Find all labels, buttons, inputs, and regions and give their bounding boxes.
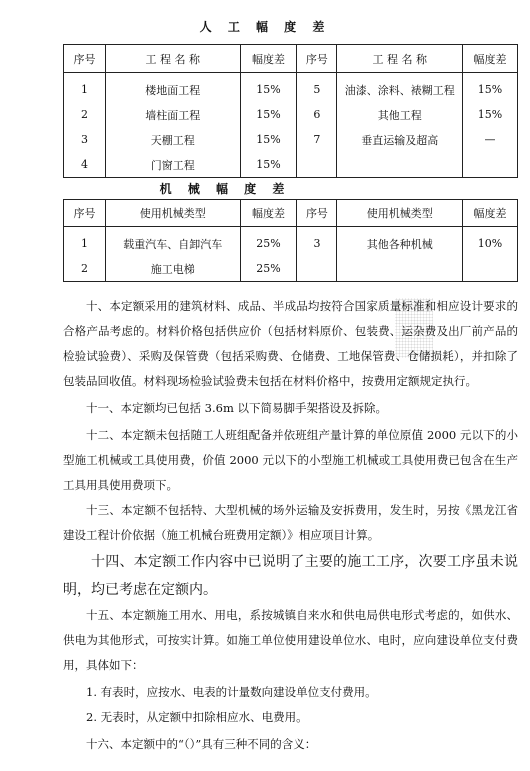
list-item: 2. 无表时，从定额中扣除相应水、电费用。: [86, 710, 308, 724]
header-cell: 使用机械类型: [337, 200, 463, 227]
table-cell: 2: [64, 102, 106, 127]
paragraph-16: 十六、本定额中的“（）”具有三种不同的含义：: [86, 737, 317, 751]
table-cell: 7: [297, 127, 337, 152]
list-item: 1. 有表时，应按水、电表的计量数向建设单位支付费用。: [86, 685, 377, 699]
table-row: [64, 73, 518, 103]
table-cell: 施工电梯: [105, 256, 240, 282]
table-header-row: [64, 45, 518, 73]
table-cell: [463, 256, 518, 282]
table-cell: [297, 256, 337, 282]
labor-table-title: 人 工 幅 度 差: [199, 20, 331, 34]
table-row: [64, 256, 518, 282]
table-cell: 15%: [240, 152, 297, 178]
table-row: [64, 227, 518, 257]
table-cell: 1: [64, 227, 106, 257]
table-row: [64, 127, 518, 152]
table-cell: 15%: [240, 102, 297, 127]
header-cell: 工 程 名 称: [105, 45, 240, 73]
table-row: [64, 152, 518, 178]
table-cell: 5: [297, 73, 337, 103]
paragraph-11: 十一、本定额均已包括 3.6m 以下简易脚手架搭设及拆除。: [86, 401, 388, 415]
table-cell: 6: [297, 102, 337, 127]
paragraph-14: 十四、本定额工作内容中已说明了主要的施工工序，次要工序虽未说明，均已考虑在定额内。: [63, 554, 518, 598]
paragraph-15: 十五、本定额施工用水、用电，系按城镇自来水和供电局供电形式考虑的，如供水、供电为其他形式，可按实计算。如施工单位使用建设单位水、电时，应向建设单位支付费用，具体如下：: [63, 608, 518, 672]
table-cell: 2: [64, 256, 106, 282]
table-cell: 墙柱面工程: [105, 102, 240, 127]
machine-table-title: 机 械 幅 度 差: [159, 182, 291, 196]
table-cell: 其他工程: [337, 102, 463, 127]
header-cell: 幅度差: [463, 200, 518, 227]
table-header-row: [64, 200, 518, 227]
header-cell: 序号: [64, 200, 106, 227]
header-cell: 幅度差: [240, 45, 297, 73]
header-cell: 序号: [297, 45, 337, 73]
table-cell: 天棚工程: [105, 127, 240, 152]
table-cell: 3: [64, 127, 106, 152]
table-cell: 10%: [463, 227, 518, 257]
table-cell: —: [463, 127, 518, 152]
table-cell: 25%: [240, 256, 297, 282]
table-cell: 1: [64, 73, 106, 103]
table-cell: 垂直运输及超高: [337, 127, 463, 152]
table-cell: [297, 152, 337, 178]
table-cell: 楼地面工程: [105, 73, 240, 103]
table-cell: 15%: [463, 73, 518, 103]
table-cell: 25%: [240, 227, 297, 257]
table-cell: 油漆、涂料、裱糊工程: [337, 73, 463, 103]
header-cell: 使用机械类型: [105, 200, 240, 227]
header-cell: 序号: [64, 45, 106, 73]
table-cell: 其他各种机械: [337, 227, 463, 257]
table-cell: 15%: [240, 127, 297, 152]
table-cell: 4: [64, 152, 106, 178]
paragraph-10: 十、本定额采用的建筑材料、成品、半成品均按符合国家质量标准和相应设计要求的合格产品考虑的。材料价格包括供应价（包括材料原价、包装费、运杂费及出厂前产品的检验试验费）、采购及保管费（包括采购费、仓储费、工地保管费、仓储损耗），并扣除了包装品回收值。材料现场检验试验费未包括在材料价格中，按费用定额规定执行。: [63, 299, 518, 388]
table-cell: 15%: [240, 73, 297, 103]
paragraph-13: 十三、本定额不包括特、大型机械的场外运输及安拆费用，发生时，另按《黑龙江省建设工程计价依据（施工机械台班费用定额）》相应项目计算。: [63, 503, 518, 542]
header-cell: 序号: [297, 200, 337, 227]
labor-margin-table: [63, 44, 518, 178]
header-cell: 工 程 名 称: [337, 45, 463, 73]
table-cell: 3: [297, 227, 337, 257]
header-cell: 幅度差: [463, 45, 518, 73]
table-cell: [463, 152, 518, 178]
paragraph-12: 十二、本定额未包括随工人班组配备并依班组产量计算的单位原值 2000 元以下的小型施工机械或工具使用费，价值 2000 元以下的小型施工机械或工具使用费已包含在生产工具用具使用费项下。: [63, 428, 518, 492]
table-row: [64, 102, 518, 127]
header-cell: 幅度差: [240, 200, 297, 227]
table-cell: 载重汽车、自卸汽车: [105, 227, 240, 257]
table-cell: 门窗工程: [105, 152, 240, 178]
table-cell: 15%: [463, 102, 518, 127]
table-cell: [337, 256, 463, 282]
table-cell: [337, 152, 463, 178]
machine-margin-table: [63, 199, 518, 282]
